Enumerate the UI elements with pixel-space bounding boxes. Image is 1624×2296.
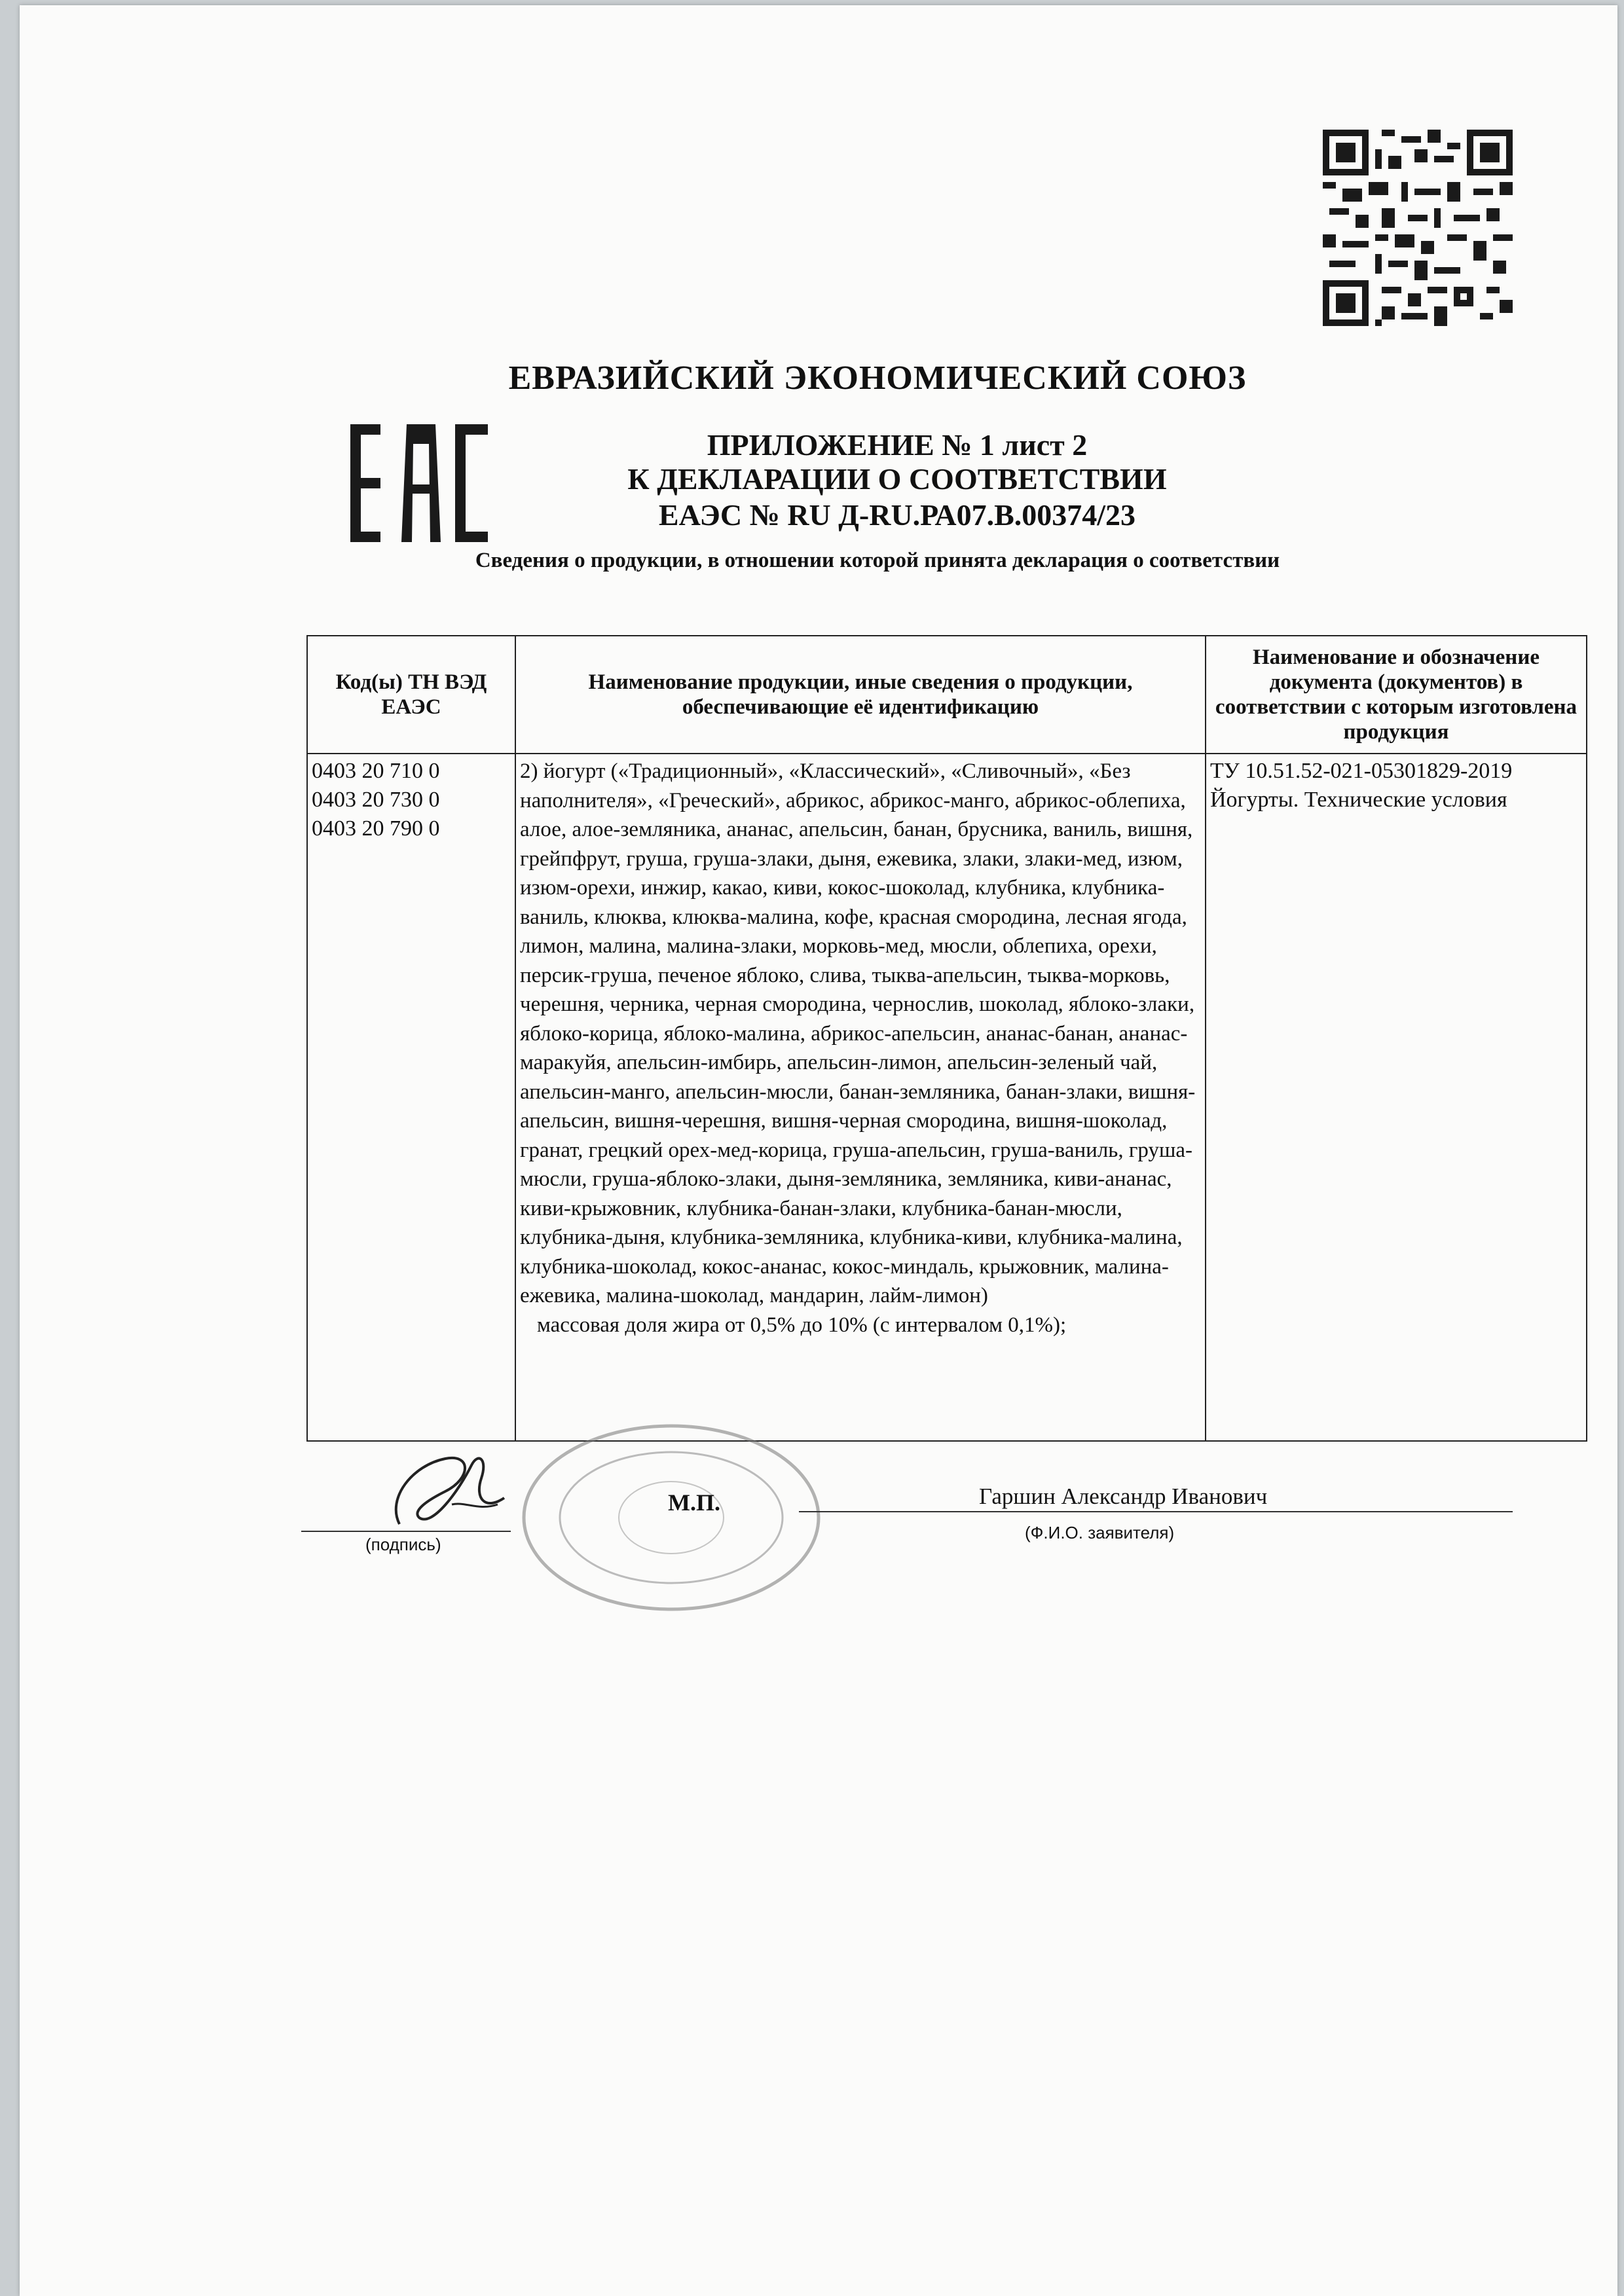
tn-ved-code: 0403 20 730 0: [312, 788, 440, 812]
standard-name: Йогурты. Технические условия: [1210, 788, 1507, 812]
header-document: Наименование и обозначение документа (документов) в соответствии с которым изготовлена продукция: [1206, 636, 1587, 754]
appendix-line-2: К ДЕКЛАРАЦИИ О СООТВЕТСТВИИ: [627, 462, 1167, 496]
product-table: [306, 635, 1587, 1442]
qr-code-icon: [1323, 130, 1513, 326]
standard-code: ТУ 10.51.52-021-05301829-2019: [1210, 759, 1513, 783]
signature-line: [301, 1531, 511, 1532]
tn-ved-code: 0403 20 790 0: [312, 816, 440, 841]
table-header-row: [307, 636, 1587, 754]
tn-ved-code: 0403 20 710 0: [312, 759, 440, 783]
header-tn-ved: Код(ы) ТН ВЭД ЕАЭС: [307, 636, 515, 754]
product-info-subtitle: Сведения о продукции, в отношении которой принята декларация о соответствии: [475, 549, 1280, 572]
appendix-line-1: ПРИЛОЖЕНИЕ № 1 лист 2: [707, 428, 1088, 462]
stamp-label: М.П.: [668, 1489, 720, 1516]
applicant-name: Гаршин Александр Иванович: [979, 1484, 1268, 1509]
union-title: ЕВРАЗИЙСКИЙ ЭКОНОМИЧЕСКИЙ СОЮЗ: [508, 359, 1247, 397]
standard-document-cell: [1206, 754, 1587, 1441]
declaration-number: ЕАЭС № RU Д-RU.РА07.В.00374/23: [658, 498, 1136, 532]
fat-content: массовая доля жира от 0,5% до 10% (с интервалом 0,1%);: [537, 1313, 1067, 1337]
applicant-name-line: [799, 1511, 1513, 1512]
document-sheet: [20, 5, 1617, 2296]
product-description: 2) йогурт («Традиционный», «Классический», «Сливочный», «Без наполнителя», «Греческий», абрикос, абрикос-манго, абрикос-облепиха, алое, алое-земляника, ананас, апельсин, банан, брусника, ваниль, вишня, грейпфрут, груша, груша-злаки, дыня, ежевика, злаки, злаки-мед, изюм, изюм-орехи, инжир, какао, киви, кокос-шоколад, клубника, клубника-ваниль, клюква, клюква-малина, кофе, красная смородина, лесная ягода, лимон, малина, малина-злаки, морковь-мед, мюсли, облепиха, орехи, персик-груша, печеное яблоко, слива, тыква-апельсин, тыква-морковь, черешня, черника, черная смородина, чернослив, шоколад, яблоко-злаки, яблоко-корица, яблоко-малина, абрикос-апельсин, ананас-банан, ананас-маракуйя, апельсин-имбирь, апельсин-лимон, апельсин-зеленый чай, апельсин-манго, апельсин-мюсли, банан-земляника, банан-злаки, вишня-апельсин, вишня-черешня, вишня-черная смородина, вишня-шоколад, гранат, грецкий орех-мед-корица, груша-апельсин, груша-ваниль, груша-мюсли, груша-яблоко-злаки, дыня-земляника, земляника, киви-ананас, киви-крыжовник, клубника-банан-злаки, клубника-банан-мюсли, клубника-дыня, клубника-земляника, клубника-киви, клубника-малина, клубника-шоколад, кокос-ананас, кокос-миндаль, крыжовник, малина-ежевика, малина-шоколад, мандарин, лайм-лимон): [520, 759, 1196, 1307]
tn-ved-codes: [307, 754, 515, 1441]
header-product-name: Наименование продукции, иные сведения о продукции, обеспечивающие её идентификацию: [515, 636, 1206, 754]
product-description-cell: [515, 754, 1206, 1441]
applicant-label: (Ф.И.О. заявителя): [1025, 1523, 1175, 1542]
stamp-icon: [517, 1419, 825, 1616]
table-row: [307, 754, 1587, 1441]
signature-label: (подпись): [365, 1535, 441, 1554]
signature-icon: [373, 1439, 524, 1537]
